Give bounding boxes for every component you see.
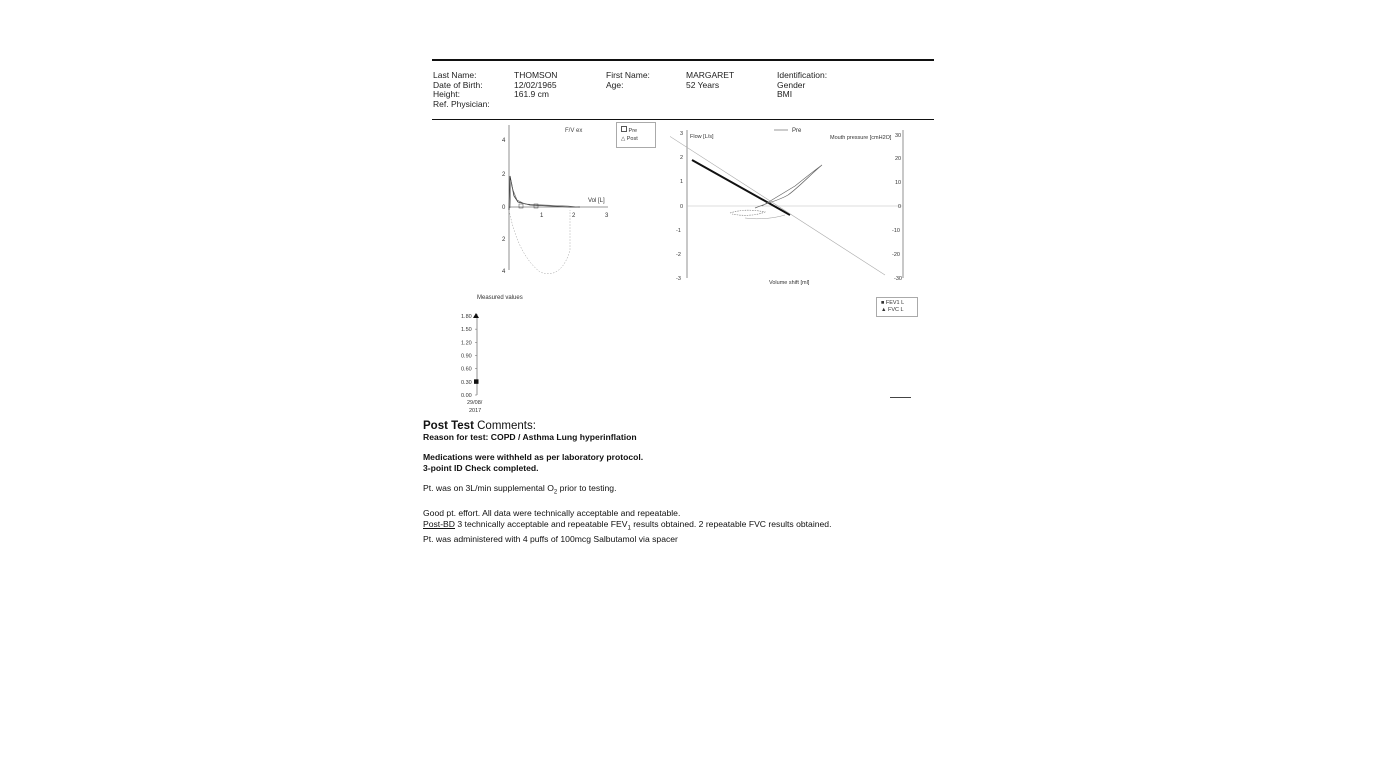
fv-x-label: Vol [L] bbox=[588, 198, 605, 204]
first-name-value: MARGARET bbox=[686, 70, 735, 80]
height-label: Height: bbox=[433, 89, 460, 99]
dob-label: Date of Birth: bbox=[433, 79, 483, 90]
fv-x-tick: 2 bbox=[572, 213, 576, 219]
o2-post: prior to testing. bbox=[557, 483, 617, 493]
trend-legend bbox=[876, 297, 918, 317]
salbutamol-note: Pt. was administered with 4 puffs of 100mcg Salbutamol via spacer bbox=[423, 534, 678, 545]
o2-sub: 2 bbox=[553, 489, 558, 496]
triangle-icon: △ bbox=[621, 136, 626, 142]
gender-label: Gender bbox=[777, 79, 806, 90]
fv-y-tick: 2 bbox=[502, 237, 506, 243]
patient-values-col2 bbox=[686, 71, 734, 90]
box-left-tick: -1 bbox=[676, 228, 681, 234]
trend-y-tick: 1.80 bbox=[461, 314, 472, 320]
fv-y-tick: 4 bbox=[502, 138, 506, 144]
patient-labels-col2 bbox=[606, 71, 650, 90]
body-box-chart bbox=[670, 120, 915, 290]
box-left-tick: -2 bbox=[676, 252, 681, 258]
fv-y-tick: 0 bbox=[502, 205, 506, 211]
box-legend-pre: Pre bbox=[792, 128, 802, 134]
post-bd-label: Post-BD bbox=[423, 518, 455, 529]
comments-title-part1: Post Test bbox=[423, 420, 474, 432]
legend-post: Post bbox=[626, 136, 638, 142]
first-name-label: First Name: bbox=[606, 70, 650, 80]
trend-y-ticks bbox=[461, 314, 477, 399]
box-left-tick: 2 bbox=[680, 155, 684, 161]
dob-value: 12/02/1965 bbox=[514, 79, 557, 90]
last-name-label: Last Name: bbox=[433, 70, 477, 80]
trend-y-tick: 1.50 bbox=[461, 327, 472, 334]
box-right-tick: 20 bbox=[895, 156, 902, 162]
comments-title-part2: Comments: bbox=[477, 420, 536, 432]
age-value: 52 Years bbox=[686, 79, 720, 90]
post-bd-sub: 1 bbox=[627, 525, 631, 532]
trend-y-tick: 1.20 bbox=[461, 340, 472, 347]
post-bd-pre: 3 technically acceptable and repeatable FEV bbox=[455, 518, 628, 529]
box-right-tick: -20 bbox=[892, 252, 900, 258]
trend-x-tick: 29/08/ bbox=[467, 400, 483, 406]
box-flow-label: Flow [L/s] bbox=[690, 134, 714, 140]
post-bd-post: results obtained. 2 repeatable FVC results obtained. bbox=[630, 518, 832, 529]
last-name-value: THOMSON bbox=[514, 70, 558, 80]
trend-y-tick: 0.30 bbox=[461, 379, 472, 386]
trend-y-tick: 0.60 bbox=[461, 366, 472, 373]
oxygen-note bbox=[423, 483, 943, 499]
fv-x-tick: 1 bbox=[540, 213, 544, 219]
box-left-tick: 3 bbox=[680, 131, 684, 137]
comments-title bbox=[423, 421, 943, 432]
ref-physician-label: Ref. Physician: bbox=[433, 98, 490, 109]
post-test-comments bbox=[423, 421, 943, 545]
box-mouth-label: Mouth pressure [cmH2O] bbox=[830, 135, 892, 141]
fv-legend bbox=[616, 122, 656, 148]
reason-for-test: Reason for test: COPD / Asthma Lung hyperinflation bbox=[423, 432, 637, 442]
legend-fev1: FEV1 L bbox=[885, 300, 905, 306]
trend-y-tick: 0.90 bbox=[461, 353, 472, 360]
square-icon bbox=[621, 126, 627, 132]
box-lower-curve bbox=[745, 215, 785, 219]
id-check-note: 3-point ID Check completed. bbox=[423, 463, 539, 473]
bmi-label: BMI bbox=[777, 89, 793, 99]
box-right-tick: 10 bbox=[895, 180, 902, 186]
fv-x-tick: 3 bbox=[605, 213, 609, 219]
trend-x-tick: 2017 bbox=[469, 408, 482, 414]
height-value: 161.9 cm bbox=[514, 89, 549, 99]
box-right-tick: 30 bbox=[895, 133, 902, 139]
patient-labels-col3 bbox=[777, 71, 827, 100]
trend-short-line bbox=[890, 397, 911, 398]
fv-inspiratory-curve bbox=[509, 210, 570, 274]
fv-title: F/V ex bbox=[565, 128, 583, 134]
box-left-tick: -3 bbox=[676, 276, 681, 282]
patient-labels-col1 bbox=[433, 71, 490, 109]
patient-values-col1 bbox=[514, 71, 557, 100]
box-resistance-loop bbox=[692, 160, 790, 215]
fv-y-tick: 4 bbox=[502, 269, 506, 275]
medications-note: Medications were withheld as per laboratory protocol. bbox=[423, 452, 644, 462]
box-left-tick: 0 bbox=[680, 204, 684, 210]
trend-title: Measured values bbox=[477, 295, 523, 301]
box-right-tick: 0 bbox=[898, 204, 902, 210]
box-right-tick: -30 bbox=[894, 276, 902, 282]
box-pressure-small bbox=[730, 210, 765, 215]
box-x-label: Volume shift [ml] bbox=[769, 280, 810, 286]
identification-label: Identification: bbox=[777, 70, 828, 80]
fv-y-tick: 2 bbox=[502, 172, 506, 178]
age-label: Age: bbox=[606, 79, 624, 90]
box-left-tick: 1 bbox=[680, 179, 684, 185]
post-bd-note bbox=[423, 519, 943, 535]
box-guide-line bbox=[670, 130, 885, 275]
filled-square-icon: ■ bbox=[881, 300, 885, 306]
trend-point-fvc bbox=[473, 313, 479, 318]
effort-note: Good pt. effort. All data were technically acceptable and repeatable. bbox=[423, 507, 681, 518]
box-right-tick: -10 bbox=[892, 228, 900, 234]
header-top-rule bbox=[432, 59, 934, 61]
legend-fvc: FVC L bbox=[887, 307, 904, 313]
filled-triangle-icon: ▲ bbox=[881, 307, 887, 313]
legend-pre: Pre bbox=[628, 128, 638, 134]
trend-y-tick: 0.00 bbox=[461, 393, 472, 399]
trend-point-fev1 bbox=[474, 379, 479, 384]
trend-marks bbox=[473, 313, 479, 384]
trend-chart bbox=[455, 290, 635, 418]
o2-pre: Pt. was on 3L/min supplemental O bbox=[423, 483, 554, 493]
